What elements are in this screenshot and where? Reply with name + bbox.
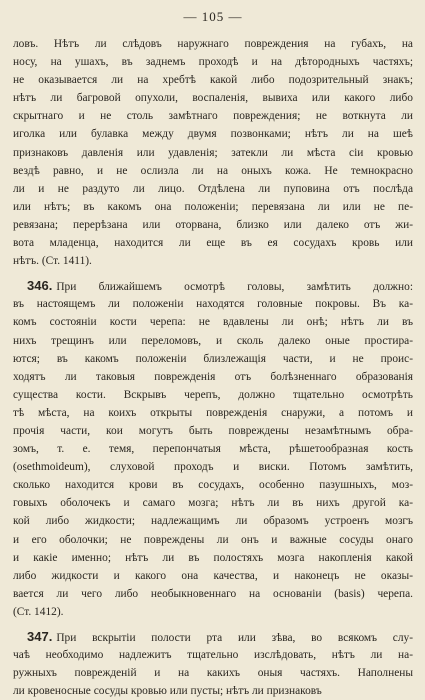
text-line	[13, 603, 413, 621]
text-line	[13, 368, 413, 386]
line-text: нѣтъ ли багровой опухоли, воспаленія, вывиха или какого либо	[13, 92, 413, 105]
text-line	[13, 476, 413, 494]
text-line	[13, 144, 413, 162]
text-line	[13, 440, 413, 458]
paragraph	[13, 277, 413, 621]
line-text: скрытнаго и не столь замѣтнаго повреждения; не воткнута ли	[13, 110, 413, 123]
text-line	[13, 585, 413, 603]
text-line	[13, 234, 413, 252]
line-text: При ближайшемъ осмотрѣ головы, замѣтить должно:	[56, 281, 413, 294]
text-line	[13, 216, 413, 234]
text-line	[13, 107, 413, 125]
text-line	[13, 277, 413, 295]
line-text: говыхъ оболочекъ и самаго мозга; нѣтъ ли въ нихъ другой ка-	[13, 497, 413, 510]
line-text: существа кости. Вскрывъ черепъ, должно тщательно осмотрѣть	[13, 388, 413, 401]
text-line	[13, 628, 413, 646]
paragraph	[13, 628, 413, 700]
text-line	[13, 549, 413, 567]
text-line	[13, 35, 413, 53]
line-text: ходятъ ли таковыя поврежденія отъ болѣзненнаго образованія	[13, 370, 413, 383]
line-text: ли и не раздуто ли лицо. Отдѣлена ли пуповина отъ послѣда	[13, 182, 413, 195]
text-line	[13, 180, 413, 198]
text-line	[13, 422, 413, 440]
section-number: 346.	[27, 278, 53, 294]
line-text: сколько находится крови въ сосудахъ, особенно пазушныхъ, моз-	[13, 479, 413, 492]
text-line	[13, 458, 413, 476]
line-text: зомъ, т. е. темя, перепончатыя мѣста, рѣшетообразная кость	[13, 443, 413, 456]
text-line	[13, 313, 413, 331]
text-line	[13, 531, 413, 549]
line-text: прочія части, кои могутъ быть повреждены незамѣтнымъ обра-	[13, 424, 413, 437]
line-text: нихъ трещинъ или переломовъ, и сколь далеко оные простира-	[13, 334, 413, 347]
line-text: или нѣтъ; въ какомъ она положеніи; перевязана ли или не пе-	[13, 200, 413, 213]
text-line	[13, 252, 413, 270]
line-text: носу, на ушахъ, въ заднемъ проходѣ и на дѣтородныхъ частяхъ;	[13, 56, 413, 69]
line-text: ловъ. Нѣтъ ли слѣдовъ наружнаго повреждения на губахъ, на	[13, 38, 413, 50]
text-line	[13, 71, 413, 89]
text-line	[13, 494, 413, 512]
text-line	[13, 682, 413, 700]
section-number: 347.	[27, 629, 53, 644]
line-text: чаѣ необходимо надлежитъ тщательно изслѣдовать, нѣтъ ли на-	[13, 649, 413, 662]
text-line	[13, 162, 413, 180]
line-text: нѣтъ. (Ст. 1411).	[13, 255, 92, 268]
line-text: ли кровеносные сосуды кровью или пусты; нѣтъ ли признаковъ	[13, 685, 322, 698]
text-line	[13, 295, 413, 313]
text-line	[13, 567, 413, 585]
line-text: вота младенца, находится ли еще въ ея сосудахъ кровь или	[13, 237, 413, 250]
line-text: вездѣ равно, и не ослизла ли на оныхъ кожа. Не темнокрасно	[13, 164, 413, 177]
line-text: ются; въ какомъ положеніи близлежащія части, и не проис-	[13, 352, 413, 365]
text-line	[13, 646, 413, 664]
text-line	[13, 198, 413, 216]
text-body	[13, 35, 413, 700]
line-text: ружныхъ поврежденій и на какихъ оныя частяхъ. Наполнены	[13, 667, 413, 680]
line-text: комъ состояніи кости черепа: не вдавлены ли онѣ; нѣтъ ли въ	[13, 316, 413, 329]
line-text: иголка или булавка между двумя позвонками; нѣтъ ли на шеѣ	[13, 128, 413, 141]
line-text: кой либо жидкости; надлежащимъ ли образомъ устроенъ мозгъ	[13, 515, 413, 528]
line-text: (osethmoideum), слуховой проходъ и виски. Потомъ замѣтить,	[13, 461, 413, 474]
text-line	[13, 332, 413, 350]
line-text: вается ли чего либо необыкновеннаго на основаніи (basis) черепа.	[13, 587, 413, 600]
page-number: — 105 —	[183, 9, 243, 24]
line-text: ревязана; перерѣзана или оторвана, близко или далеко отъ жи-	[13, 218, 413, 231]
text-line	[13, 404, 413, 422]
paragraph-gap	[13, 270, 413, 277]
text-line	[13, 664, 413, 682]
text-line	[13, 350, 413, 368]
text-line	[13, 89, 413, 107]
line-text: тѣ мѣста, на коихъ открыты поврежденія снаружи, а потомъ и	[13, 406, 413, 419]
line-text: не оказывается ли на хребтѣ какой либо подозрительный знакъ;	[13, 74, 413, 87]
line-text: При вскрытіи полости рта или зѣва, во всякомъ слу-	[56, 632, 413, 644]
text-line	[13, 53, 413, 71]
line-text: признаковъ давленія или удавленія; затекли ли мѣста сіи кровью	[13, 146, 413, 159]
text-line	[13, 386, 413, 404]
paragraph	[13, 35, 413, 270]
text-line	[13, 512, 413, 530]
line-text: и его оболочки; не повреждены ли онъ и важные сосуды онаго	[13, 533, 413, 546]
line-text: (Ст. 1412).	[13, 605, 64, 618]
paragraph-gap	[13, 621, 413, 628]
line-text: въ настоящемъ ли положеніи находятся головные покровы. Въ ка-	[13, 298, 413, 311]
text-line	[13, 125, 413, 143]
line-text: либо жидкости и какого она качества, и наконецъ не оказы-	[13, 569, 413, 582]
line-text: и какіе именно; нѣтъ ли въ полостяхъ мозга накопленія какой	[13, 551, 413, 564]
